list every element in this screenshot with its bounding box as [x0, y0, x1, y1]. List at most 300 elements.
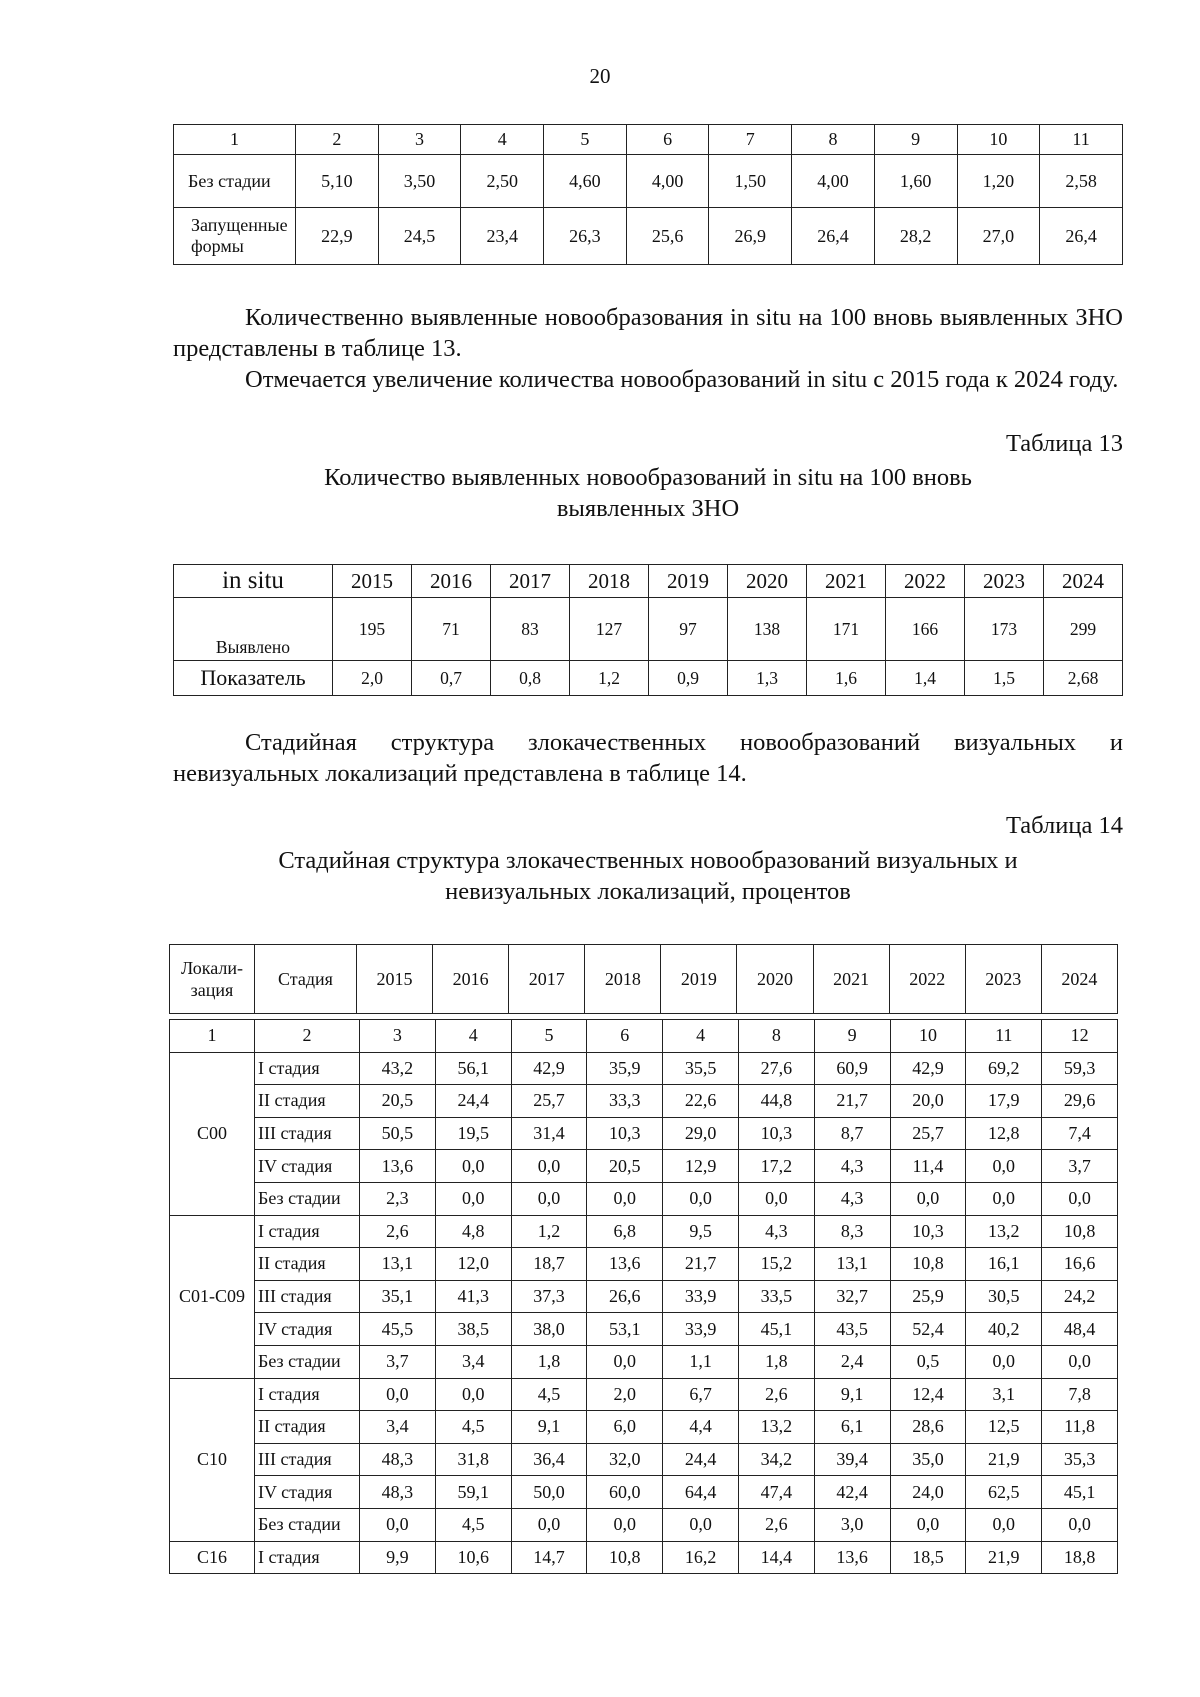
column-number: 6 [587, 1020, 663, 1053]
table-cell: 26,4 [1040, 208, 1123, 265]
table-cell: 31,4 [511, 1117, 587, 1150]
table-row [174, 208, 1123, 265]
table-cell: 0,0 [890, 1182, 966, 1215]
column-number: 11 [966, 1020, 1042, 1053]
table-cell: 24,5 [378, 208, 461, 265]
table-cell: 83 [491, 598, 570, 661]
table-cell: 2,6 [360, 1215, 436, 1248]
table-cell: 35,3 [1042, 1443, 1118, 1476]
table-row [170, 1508, 1118, 1541]
table-cell: 33,9 [663, 1280, 739, 1313]
table-row [170, 1052, 1118, 1085]
table-cell: 4,3 [738, 1215, 814, 1248]
stage-cell: I стадия [255, 1541, 360, 1574]
table-cell: 10,8 [890, 1248, 966, 1281]
table-cell: 35,1 [360, 1280, 436, 1313]
table-cell: 18,5 [890, 1541, 966, 1574]
table-row [170, 1117, 1118, 1150]
year-header: 2016 [433, 945, 509, 1014]
table-cell: 2,0 [587, 1378, 663, 1411]
table-cell: 0,0 [966, 1150, 1042, 1183]
table-row [170, 1378, 1118, 1411]
table-cell: 12,9 [663, 1150, 739, 1183]
table-cell: 27,6 [738, 1052, 814, 1085]
table-cell: 42,9 [511, 1052, 587, 1085]
table-cell: 29,0 [663, 1117, 739, 1150]
table13-caption-line1: Количество выявленных новообразований in situ на 100 вновь [324, 464, 972, 491]
table-cell: 13,1 [360, 1248, 436, 1281]
table-cell: 0,9 [649, 661, 728, 696]
table12 [173, 124, 1123, 265]
paragraph-2: Отмечается увеличение количества новообразований in situ с 2015 года к 2024 году. [245, 366, 1119, 393]
table-cell: 22,6 [663, 1085, 739, 1118]
table-cell: 1,2 [511, 1215, 587, 1248]
column-number: 7 [709, 125, 792, 155]
table-cell: 0,0 [511, 1508, 587, 1541]
table-cell: 166 [886, 598, 965, 661]
table-cell: 2,3 [360, 1182, 436, 1215]
table-cell: 13,6 [587, 1248, 663, 1281]
table-cell: 1,50 [709, 155, 792, 208]
table-cell: 9,5 [663, 1215, 739, 1248]
table-cell: 15,2 [738, 1248, 814, 1281]
table-cell: 33,3 [587, 1085, 663, 1118]
table-row [170, 1443, 1118, 1476]
table-cell: 21,7 [663, 1248, 739, 1281]
column-number: 5 [511, 1020, 587, 1053]
table-cell: 4,8 [435, 1215, 511, 1248]
table13-caption-line2: выявленных ЗНО [556, 495, 740, 522]
table-cell: 20,5 [360, 1085, 436, 1118]
stage-cell: Без стадии [255, 1182, 360, 1215]
table-cell: 173 [965, 598, 1044, 661]
localization-cell: С10 [170, 1378, 255, 1541]
header-localization-line1: Локали- [181, 958, 243, 978]
table-cell: 53,1 [587, 1313, 663, 1346]
localization-cell: С01-С09 [170, 1215, 255, 1378]
table-cell: 43,2 [360, 1052, 436, 1085]
year-header: 2015 [357, 945, 433, 1014]
table-cell: 2,50 [461, 155, 544, 208]
table-cell: 0,0 [966, 1345, 1042, 1378]
year-header: 2017 [509, 945, 585, 1014]
table-cell: 10,3 [587, 1117, 663, 1150]
column-number: 2 [296, 125, 379, 155]
table-cell: 0,8 [491, 661, 570, 696]
table-cell: 24,2 [1042, 1280, 1118, 1313]
table-cell: 43,5 [814, 1313, 890, 1346]
table-cell: 0,7 [412, 661, 491, 696]
year-header: 2022 [886, 565, 965, 598]
year-header: 2017 [491, 565, 570, 598]
table-cell: 12,4 [890, 1378, 966, 1411]
column-number: 9 [874, 125, 957, 155]
table-cell: 13,2 [738, 1411, 814, 1444]
table-cell: 4,60 [544, 155, 627, 208]
row-label: Показатель [174, 661, 333, 696]
table-cell: 0,0 [587, 1345, 663, 1378]
table-cell: 13,6 [814, 1541, 890, 1574]
table-cell: 41,3 [435, 1280, 511, 1313]
table-row [170, 1476, 1118, 1509]
table-cell: 59,1 [435, 1476, 511, 1509]
stage-cell: II стадия [255, 1411, 360, 1444]
table-cell: 45,1 [738, 1313, 814, 1346]
column-number: 3 [360, 1020, 436, 1053]
table-cell: 299 [1044, 598, 1123, 661]
year-header: 2015 [333, 565, 412, 598]
table-cell: 16,1 [966, 1248, 1042, 1281]
table-cell: 60,9 [814, 1052, 890, 1085]
table-cell: 26,9 [709, 208, 792, 265]
table-cell: 69,2 [966, 1052, 1042, 1085]
table-row [170, 1541, 1118, 1574]
table-cell: 17,9 [966, 1085, 1042, 1118]
table-row [170, 1280, 1118, 1313]
table-cell: 0,0 [511, 1150, 587, 1183]
table-cell: 59,3 [1042, 1052, 1118, 1085]
table-cell: 1,6 [807, 661, 886, 696]
table-cell: 13,6 [360, 1150, 436, 1183]
table-cell: 0,0 [966, 1182, 1042, 1215]
table14 [169, 1019, 1118, 1574]
table-cell: 71 [412, 598, 491, 661]
table-cell: 10,8 [1042, 1215, 1118, 1248]
table-cell: 50,0 [511, 1476, 587, 1509]
localization-cell: С16 [170, 1541, 255, 1574]
table-cell: 3,1 [966, 1378, 1042, 1411]
table-cell: 14,4 [738, 1541, 814, 1574]
table-cell: 48,3 [360, 1476, 436, 1509]
table-cell: 36,4 [511, 1443, 587, 1476]
table14-caption-line1: Стадийная структура злокачественных новообразований визуальных и [278, 847, 1018, 874]
table-cell: 0,0 [360, 1378, 436, 1411]
table-cell: 1,20 [957, 155, 1040, 208]
table13-name: Таблица 13 [1005, 430, 1123, 457]
table-cell: 0,0 [587, 1182, 663, 1215]
column-number: 8 [792, 125, 875, 155]
table-cell: 45,5 [360, 1313, 436, 1346]
table-cell: 195 [333, 598, 412, 661]
table-cell: 26,6 [587, 1280, 663, 1313]
table-cell: 3,0 [814, 1508, 890, 1541]
year-header: 2023 [965, 565, 1044, 598]
table-cell: 2,4 [814, 1345, 890, 1378]
table-cell: 31,8 [435, 1443, 511, 1476]
table-cell: 7,4 [1042, 1117, 1118, 1150]
table-cell: 24,4 [435, 1085, 511, 1118]
table-cell: 62,5 [966, 1476, 1042, 1509]
table14-caption-line2: невизуальных локализаций, процентов [445, 878, 851, 905]
table-cell: 24,4 [663, 1443, 739, 1476]
year-header: 2020 [728, 565, 807, 598]
table-row [170, 1182, 1118, 1215]
table-cell: 1,8 [738, 1345, 814, 1378]
year-header: 2023 [965, 945, 1041, 1014]
paragraph-1: Количественно выявленные новообразования in situ на 100 вновь выявленных ЗНО представлены в таблице 13. [173, 304, 1123, 362]
year-header: 2022 [889, 945, 965, 1014]
table-cell: 44,8 [738, 1085, 814, 1118]
column-number: 10 [957, 125, 1040, 155]
table-cell: 23,4 [461, 208, 544, 265]
table-cell: 38,0 [511, 1313, 587, 1346]
table-cell: 24,0 [890, 1476, 966, 1509]
table-cell: 97 [649, 598, 728, 661]
table-cell: 52,4 [890, 1313, 966, 1346]
table-cell: 56,1 [435, 1052, 511, 1085]
table-cell: 171 [807, 598, 886, 661]
table-cell: 8,3 [814, 1215, 890, 1248]
table-cell: 1,1 [663, 1345, 739, 1378]
table14-header-row [170, 945, 1118, 1014]
table-cell: 0,0 [890, 1508, 966, 1541]
table-row [174, 155, 1123, 208]
table-numbering-row [170, 1020, 1118, 1053]
table-cell: 22,9 [296, 208, 379, 265]
table-cell: 14,7 [511, 1541, 587, 1574]
header-stage: Стадия [255, 945, 357, 1014]
table-cell: 127 [570, 598, 649, 661]
table-cell: 5,10 [296, 155, 379, 208]
table-row [174, 661, 1123, 696]
table-cell: 40,2 [966, 1313, 1042, 1346]
column-number: 5 [544, 125, 627, 155]
table-row [174, 598, 1123, 661]
localization-cell: С00 [170, 1052, 255, 1215]
table-cell: 47,4 [738, 1476, 814, 1509]
table-cell: 18,8 [1042, 1541, 1118, 1574]
table-row [170, 1085, 1118, 1118]
table-cell: 0,0 [1042, 1182, 1118, 1215]
table-cell: 18,7 [511, 1248, 587, 1281]
table-cell: 39,4 [814, 1443, 890, 1476]
table-cell: 20,0 [890, 1085, 966, 1118]
column-number: 11 [1040, 125, 1123, 155]
table-cell: 50,5 [360, 1117, 436, 1150]
table-cell: 26,3 [544, 208, 627, 265]
table-cell: 9,9 [360, 1541, 436, 1574]
table-cell: 0,0 [1042, 1508, 1118, 1541]
table-cell: 17,2 [738, 1150, 814, 1183]
table-cell: 0,0 [435, 1182, 511, 1215]
table-cell: 3,50 [378, 155, 461, 208]
stage-cell: Без стадии [255, 1508, 360, 1541]
table-cell: 33,9 [663, 1313, 739, 1346]
table-cell: 21,7 [814, 1085, 890, 1118]
table-cell: 2,0 [333, 661, 412, 696]
table-cell: 4,5 [435, 1411, 511, 1444]
table-cell: 4,3 [814, 1150, 890, 1183]
year-header: 2019 [649, 565, 728, 598]
column-number: 4 [461, 125, 544, 155]
table-cell: 26,4 [792, 208, 875, 265]
table-cell: 12,8 [966, 1117, 1042, 1150]
table-cell: 12,0 [435, 1248, 511, 1281]
table-cell: 28,2 [874, 208, 957, 265]
column-number: 10 [890, 1020, 966, 1053]
table-cell: 30,5 [966, 1280, 1042, 1313]
table-cell: 0,0 [587, 1508, 663, 1541]
column-number: 2 [255, 1020, 360, 1053]
table-cell: 7,8 [1042, 1378, 1118, 1411]
table-cell: 2,58 [1040, 155, 1123, 208]
table-cell: 4,3 [814, 1182, 890, 1215]
table-cell: 11,8 [1042, 1411, 1118, 1444]
table-cell: 0,0 [1042, 1345, 1118, 1378]
table-cell: 12,5 [966, 1411, 1042, 1444]
column-number: 4 [435, 1020, 511, 1053]
year-header: 2018 [570, 565, 649, 598]
table-cell: 3,7 [1042, 1150, 1118, 1183]
table-cell: 9,1 [511, 1411, 587, 1444]
table13 [173, 564, 1123, 696]
stage-cell: I стадия [255, 1378, 360, 1411]
table-cell: 29,6 [1042, 1085, 1118, 1118]
table-cell: 16,6 [1042, 1248, 1118, 1281]
table-cell: 42,9 [890, 1052, 966, 1085]
stage-cell: III стадия [255, 1443, 360, 1476]
year-header: 2020 [737, 945, 813, 1014]
table-cell: 0,0 [663, 1182, 739, 1215]
table-cell: 21,9 [966, 1443, 1042, 1476]
table-cell: 0,0 [435, 1378, 511, 1411]
column-number: 8 [738, 1020, 814, 1053]
table-row [170, 1248, 1118, 1281]
table-row [170, 1345, 1118, 1378]
table-cell: 8,7 [814, 1117, 890, 1150]
page-number: 20 [589, 64, 611, 88]
row-label: Запущенные формы [174, 208, 296, 265]
table-row [170, 1411, 1118, 1444]
column-number: 9 [814, 1020, 890, 1053]
table-cell: 138 [728, 598, 807, 661]
table-cell: 35,9 [587, 1052, 663, 1085]
column-number: 1 [174, 125, 296, 155]
row-label: Без стадии [174, 155, 296, 208]
table-cell: 21,9 [966, 1541, 1042, 1574]
table-cell: 48,4 [1042, 1313, 1118, 1346]
stage-cell: IV стадия [255, 1150, 360, 1183]
table-row [170, 1215, 1118, 1248]
stage-cell: I стадия [255, 1052, 360, 1085]
table-cell: 4,5 [435, 1508, 511, 1541]
stage-cell: II стадия [255, 1248, 360, 1281]
column-number: 1 [170, 1020, 255, 1053]
table-cell: 6,7 [663, 1378, 739, 1411]
year-header: 2018 [585, 945, 661, 1014]
year-header: 2024 [1041, 945, 1117, 1014]
table-cell: 10,3 [738, 1117, 814, 1150]
header-localization [170, 945, 255, 1014]
table-cell: 4,00 [792, 155, 875, 208]
stage-cell: I стадия [255, 1215, 360, 1248]
table-cell: 38,5 [435, 1313, 511, 1346]
stage-cell: IV стадия [255, 1476, 360, 1509]
table-cell: 13,1 [814, 1248, 890, 1281]
table-cell: 34,2 [738, 1443, 814, 1476]
table-cell: 25,6 [626, 208, 709, 265]
table-header-row [174, 565, 1123, 598]
table-cell: 11,4 [890, 1150, 966, 1183]
table-cell: 27,0 [957, 208, 1040, 265]
table-cell: 60,0 [587, 1476, 663, 1509]
table-cell: 0,0 [966, 1508, 1042, 1541]
stage-cell: III стадия [255, 1117, 360, 1150]
table-cell: 0,0 [360, 1508, 436, 1541]
table-cell: 3,7 [360, 1345, 436, 1378]
table-cell: 42,4 [814, 1476, 890, 1509]
table-cell: 35,0 [890, 1443, 966, 1476]
table-cell: 3,4 [360, 1411, 436, 1444]
table-cell: 6,0 [587, 1411, 663, 1444]
table-row [170, 1313, 1118, 1346]
table-cell: 10,6 [435, 1541, 511, 1574]
table-cell: 25,7 [890, 1117, 966, 1150]
column-number: 3 [378, 125, 461, 155]
table-cell: 32,7 [814, 1280, 890, 1313]
table-cell: 10,8 [587, 1541, 663, 1574]
table-cell: 13,2 [966, 1215, 1042, 1248]
table-cell: 32,0 [587, 1443, 663, 1476]
year-header: 2021 [807, 565, 886, 598]
header-localization-line2: зация [190, 980, 234, 1000]
table-cell: 1,3 [728, 661, 807, 696]
table-cell: 16,2 [663, 1541, 739, 1574]
column-number: 4 [663, 1020, 739, 1053]
table14-header [169, 944, 1118, 1014]
table-cell: 3,4 [435, 1345, 511, 1378]
year-header: 2019 [661, 945, 737, 1014]
table-cell: 25,9 [890, 1280, 966, 1313]
year-header: 2016 [412, 565, 491, 598]
stage-cell: Без стадии [255, 1345, 360, 1378]
table-cell: 2,68 [1044, 661, 1123, 696]
table-cell: 0,0 [663, 1508, 739, 1541]
table-cell: 6,1 [814, 1411, 890, 1444]
table-cell: 35,5 [663, 1052, 739, 1085]
table-cell: 0,0 [435, 1150, 511, 1183]
table-cell: 37,3 [511, 1280, 587, 1313]
table-cell: 2,6 [738, 1378, 814, 1411]
header-label: in situ [174, 565, 333, 598]
table-cell: 48,3 [360, 1443, 436, 1476]
table-cell: 4,00 [626, 155, 709, 208]
stage-cell: II стадия [255, 1085, 360, 1118]
table-cell: 0,0 [738, 1182, 814, 1215]
table-cell: 1,2 [570, 661, 649, 696]
paragraph-3: Стадийная структура злокачественных новообразований визуальных и невизуальных локализаций представлена в таблице 14. [173, 729, 1123, 787]
table-cell: 19,5 [435, 1117, 511, 1150]
table-cell: 33,5 [738, 1280, 814, 1313]
table14-name: Таблица 14 [1005, 812, 1123, 839]
stage-cell: III стадия [255, 1280, 360, 1313]
table-cell: 45,1 [1042, 1476, 1118, 1509]
table-cell: 10,3 [890, 1215, 966, 1248]
table-cell: 4,4 [663, 1411, 739, 1444]
table-cell: 2,6 [738, 1508, 814, 1541]
table-cell: 25,7 [511, 1085, 587, 1118]
table-row [170, 1150, 1118, 1183]
column-number: 6 [626, 125, 709, 155]
row-label: Выявлено [174, 598, 333, 661]
table-cell: 6,8 [587, 1215, 663, 1248]
table-cell: 9,1 [814, 1378, 890, 1411]
column-number: 12 [1042, 1020, 1118, 1053]
table-header-row [174, 125, 1123, 155]
table-cell: 0,0 [511, 1182, 587, 1215]
table-cell: 1,4 [886, 661, 965, 696]
table-cell: 4,5 [511, 1378, 587, 1411]
